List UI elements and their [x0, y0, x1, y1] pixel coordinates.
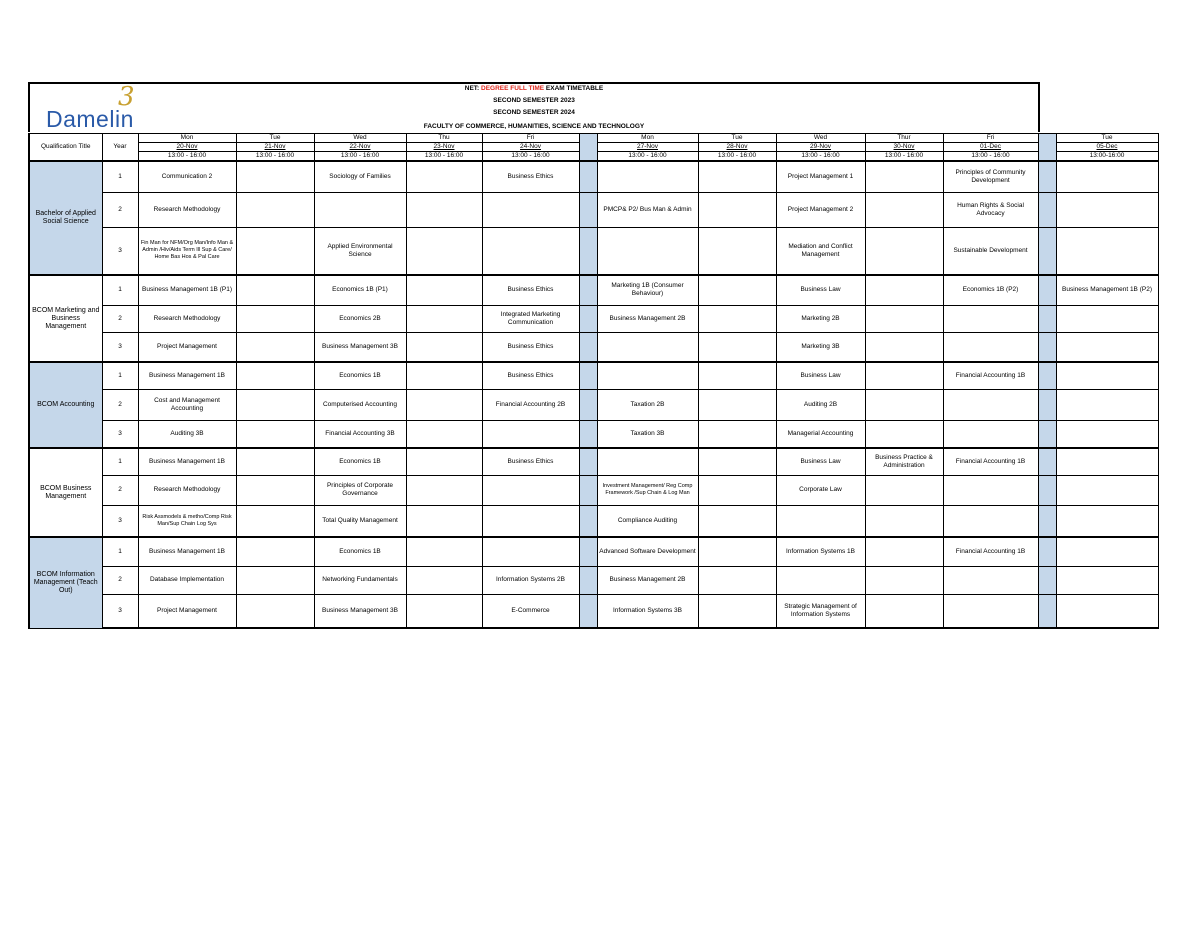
logo-wordmark: Damelin	[46, 106, 134, 132]
exam-cell	[406, 332, 482, 362]
separator-column	[1038, 566, 1056, 594]
exam-cell: Cost and Management Accounting	[138, 389, 236, 420]
exam-cell	[406, 305, 482, 332]
year-cell: 2	[102, 389, 138, 420]
separator-column	[579, 227, 597, 275]
exam-cell	[698, 505, 776, 537]
exam-cell	[865, 389, 943, 420]
exam-cell	[482, 475, 579, 505]
exam-cell: Economics 1B (P1)	[314, 275, 406, 305]
table-row	[29, 537, 1158, 566]
exam-cell	[865, 305, 943, 332]
exam-cell: Business Management 1B (P2)	[1056, 275, 1158, 305]
separator-column	[1038, 505, 1056, 537]
separator-column	[579, 362, 597, 389]
separator-column	[579, 161, 597, 192]
day-date: 27-Nov	[597, 143, 698, 152]
year-cell: 1	[102, 161, 138, 192]
exam-cell: Business Management 3B	[314, 332, 406, 362]
exam-cell	[314, 192, 406, 227]
exam-cell	[698, 362, 776, 389]
separator-column	[579, 305, 597, 332]
year-cell: 3	[102, 505, 138, 537]
separator-column	[579, 537, 597, 566]
exam-cell	[943, 505, 1038, 537]
exam-cell: Business Ethics	[482, 332, 579, 362]
exam-cell	[236, 594, 314, 628]
exam-cell: Business Ethics	[482, 362, 579, 389]
day-date: 05-Dec	[1056, 143, 1158, 152]
exam-cell	[776, 505, 865, 537]
exam-cell: Taxation 2B	[597, 389, 698, 420]
exam-time: 13:00 - 16:00	[482, 152, 579, 162]
qualification-title-header: Qualification Title	[29, 134, 102, 162]
year-cell: 2	[102, 305, 138, 332]
exam-cell	[236, 448, 314, 475]
exam-cell: Advanced Software Development	[597, 537, 698, 566]
table-row	[29, 566, 1158, 594]
exam-cell	[482, 192, 579, 227]
exam-cell	[865, 275, 943, 305]
exam-cell	[482, 227, 579, 275]
exam-cell: Project Management	[138, 594, 236, 628]
separator-column	[1038, 192, 1056, 227]
exam-time: 13:00 - 16:00	[406, 152, 482, 162]
exam-cell	[865, 420, 943, 448]
exam-cell: Project Management 2	[776, 192, 865, 227]
day-name: Mon	[597, 134, 698, 143]
exam-cell: Information Systems 1B	[776, 537, 865, 566]
exam-cell: Business Management 2B	[597, 305, 698, 332]
exam-cell: Research Methodology	[138, 305, 236, 332]
faculty-line: FACULTY OF COMMERCE, HUMANITIES, SCIENCE AND TECHNOLOGY	[423, 123, 645, 130]
day-date: 23-Nov	[406, 143, 482, 152]
exam-cell: Project Management	[138, 332, 236, 362]
table-row	[29, 362, 1158, 389]
exam-cell: Total Quality Management	[314, 505, 406, 537]
separator-column	[1038, 305, 1056, 332]
table-row	[29, 161, 1158, 192]
exam-cell	[865, 537, 943, 566]
exam-time: 13:00-16:00	[1056, 152, 1158, 162]
exam-cell	[236, 389, 314, 420]
exam-cell	[943, 594, 1038, 628]
exam-cell: Financial Accounting 2B	[482, 389, 579, 420]
separator-column	[579, 332, 597, 362]
exam-cell: Information Systems 2B	[482, 566, 579, 594]
exam-cell: PMCP& P2/ Bus Man & Admin	[597, 192, 698, 227]
exam-cell	[943, 566, 1038, 594]
exam-cell	[406, 566, 482, 594]
exam-cell	[406, 594, 482, 628]
exam-cell: Financial Accounting 3B	[314, 420, 406, 448]
exam-cell: Marketing 2B	[776, 305, 865, 332]
exam-cell	[698, 389, 776, 420]
separator-column	[1038, 448, 1056, 475]
exam-cell: Principles of Corporate Governance	[314, 475, 406, 505]
exam-cell	[1056, 594, 1158, 628]
exam-cell: Business Management 3B	[314, 594, 406, 628]
exam-cell	[406, 161, 482, 192]
separator-column	[1038, 275, 1056, 305]
exam-cell	[406, 448, 482, 475]
table-row	[29, 594, 1158, 628]
day-date: 22-Nov	[314, 143, 406, 152]
exam-cell	[236, 332, 314, 362]
table-row	[29, 505, 1158, 537]
exam-cell	[236, 475, 314, 505]
exam-cell: Compliance Auditing	[597, 505, 698, 537]
semester-line-2: SECOND SEMESTER 2024	[493, 109, 575, 116]
exam-cell	[406, 275, 482, 305]
exam-cell	[943, 305, 1038, 332]
day-date: 28-Nov	[698, 143, 776, 152]
exam-cell	[865, 566, 943, 594]
exam-cell	[406, 389, 482, 420]
day-date: 24-Nov	[482, 143, 579, 152]
exam-cell: Mediation and Conflict Management	[776, 227, 865, 275]
exam-time: 13:00 - 16:00	[776, 152, 865, 162]
exam-cell	[1056, 420, 1158, 448]
table-row	[29, 192, 1158, 227]
year-cell: 1	[102, 362, 138, 389]
qualification-title: BCOM Business Management	[29, 448, 102, 537]
separator-column	[579, 505, 597, 537]
exam-cell	[1056, 448, 1158, 475]
exam-cell: Corporate Law	[776, 475, 865, 505]
day-date: 21-Nov	[236, 143, 314, 152]
exam-cell	[865, 192, 943, 227]
separator-column	[1038, 420, 1056, 448]
exam-cell	[236, 566, 314, 594]
exam-cell: Business Law	[776, 362, 865, 389]
exam-cell	[698, 227, 776, 275]
exam-cell	[865, 475, 943, 505]
exam-cell	[698, 537, 776, 566]
day-name: Thu	[406, 134, 482, 143]
exam-cell	[236, 420, 314, 448]
exam-cell	[406, 537, 482, 566]
exam-cell	[865, 505, 943, 537]
exam-cell: Fin Man for NFM/Org Man/Info Man & Admin /Hiv/Aids Term Ill Sup & Care/ Home Bas Hos & Pal Care	[138, 227, 236, 275]
exam-cell	[865, 332, 943, 362]
exam-cell: Financial Accounting 1B	[943, 537, 1038, 566]
year-cell: 1	[102, 275, 138, 305]
exam-cell	[698, 594, 776, 628]
semester-line-1: SECOND SEMESTER 2023	[493, 97, 575, 104]
exam-cell	[698, 566, 776, 594]
exam-cell	[698, 332, 776, 362]
separator-column	[1038, 362, 1056, 389]
separator-column	[1038, 227, 1056, 275]
year-cell: 2	[102, 192, 138, 227]
exam-cell: Computerised Accounting	[314, 389, 406, 420]
exam-cell: Human Rights & Social Advocacy	[943, 192, 1038, 227]
exam-cell: Business Management 1B	[138, 362, 236, 389]
exam-cell: Business Law	[776, 275, 865, 305]
exam-cell	[236, 192, 314, 227]
year-cell: 3	[102, 332, 138, 362]
exam-cell	[236, 505, 314, 537]
exam-cell: Applied Environmental Science	[314, 227, 406, 275]
day-date: 01-Dec	[943, 143, 1038, 152]
exam-cell: Business Ethics	[482, 448, 579, 475]
exam-time: 13:00 - 16:00	[943, 152, 1038, 162]
exam-cell: Financial Accounting 1B	[943, 362, 1038, 389]
exam-cell	[698, 448, 776, 475]
exam-cell: Marketing 1B (Consumer Behaviour)	[597, 275, 698, 305]
separator-column	[1038, 537, 1056, 566]
exam-cell	[482, 420, 579, 448]
year-cell: 1	[102, 537, 138, 566]
exam-cell	[1056, 161, 1158, 192]
exam-cell	[597, 332, 698, 362]
exam-cell	[597, 227, 698, 275]
exam-cell	[236, 275, 314, 305]
exam-cell	[406, 227, 482, 275]
exam-cell: Business Law	[776, 448, 865, 475]
exam-cell: Economics 1B	[314, 448, 406, 475]
exam-cell	[406, 505, 482, 537]
exam-cell: Strategic Management of Information Systems	[776, 594, 865, 628]
exam-cell: Economics 1B	[314, 537, 406, 566]
exam-cell	[236, 305, 314, 332]
exam-cell: Marketing 3B	[776, 332, 865, 362]
exam-cell: Auditing 3B	[138, 420, 236, 448]
exam-cell	[1056, 332, 1158, 362]
exam-cell: Integrated Marketing Communication	[482, 305, 579, 332]
exam-cell	[1056, 475, 1158, 505]
exam-cell	[698, 192, 776, 227]
exam-cell: Economics 1B (P2)	[943, 275, 1038, 305]
separator-column	[579, 594, 597, 628]
exam-cell	[943, 389, 1038, 420]
table-row	[29, 332, 1158, 362]
exam-cell	[406, 362, 482, 389]
exam-cell: Research Methodology	[138, 192, 236, 227]
title-suffix: EXAM TIMETABLE	[544, 85, 604, 92]
separator-column	[579, 134, 597, 162]
day-date: 30-Nov	[865, 143, 943, 152]
separator-column	[579, 275, 597, 305]
exam-cell: Information Systems 3B	[597, 594, 698, 628]
exam-time: 13:00 - 16:00	[138, 152, 236, 162]
exam-cell	[1056, 389, 1158, 420]
exam-cell: Taxation 3B	[597, 420, 698, 448]
exam-cell	[1056, 227, 1158, 275]
year-cell: 1	[102, 448, 138, 475]
qualification-title: BCOM Information Management (Teach Out)	[29, 537, 102, 628]
exam-cell	[698, 305, 776, 332]
exam-time: 13:00 - 16:00	[865, 152, 943, 162]
exam-cell	[406, 475, 482, 505]
table-row	[29, 389, 1158, 420]
exam-cell: Communication 2	[138, 161, 236, 192]
exam-cell	[406, 192, 482, 227]
exam-cell: Sustainable Development	[943, 227, 1038, 275]
qualification-title: Bachelor of Applied Social Science	[29, 161, 102, 275]
year-cell: 3	[102, 594, 138, 628]
exam-cell: Business Ethics	[482, 161, 579, 192]
day-name: Tue	[236, 134, 314, 143]
exam-cell	[865, 161, 943, 192]
exam-time: 13:00 - 16:00	[698, 152, 776, 162]
separator-column	[1038, 594, 1056, 628]
exam-cell: Financial Accounting 1B	[943, 448, 1038, 475]
table-row	[29, 275, 1158, 305]
qualification-title: BCOM Accounting	[29, 362, 102, 448]
qualification-title: BCOM Marketing and Business Management	[29, 275, 102, 362]
exam-cell: Business Management 1B	[138, 537, 236, 566]
separator-column	[579, 566, 597, 594]
timetable-title	[28, 84, 1040, 93]
year-cell: 3	[102, 227, 138, 275]
exam-time: 13:00 - 16:00	[236, 152, 314, 162]
title-highlight: DEGREE FULL TIME	[481, 85, 545, 92]
exam-cell: Business Management 1B (P1)	[138, 275, 236, 305]
exam-cell	[597, 448, 698, 475]
day-name: Tue	[1056, 134, 1158, 143]
separator-column	[1038, 332, 1056, 362]
day-name: Wed	[314, 134, 406, 143]
separator-column	[1038, 134, 1056, 162]
exam-cell: Investment Management/ Reg Comp Framework /Sup Chain & Log Man	[597, 475, 698, 505]
separator-column	[579, 192, 597, 227]
exam-cell: Economics 2B	[314, 305, 406, 332]
exam-cell	[943, 332, 1038, 362]
exam-cell: Risk Assmodels & metho/Comp Risk Man/Sup Chain Log Sys	[138, 505, 236, 537]
exam-cell	[1056, 305, 1158, 332]
exam-cell: Auditing 2B	[776, 389, 865, 420]
exam-cell: Business Management 1B	[138, 448, 236, 475]
day-name: Fri	[943, 134, 1038, 143]
exam-cell	[1056, 537, 1158, 566]
exam-cell	[865, 362, 943, 389]
exam-cell	[236, 362, 314, 389]
day-date: 29-Nov	[776, 143, 865, 152]
exam-cell	[236, 537, 314, 566]
separator-column	[579, 475, 597, 505]
day-name: Mon	[138, 134, 236, 143]
exam-cell: Sociology of Families	[314, 161, 406, 192]
exam-cell: Networking Fundamentals	[314, 566, 406, 594]
exam-cell	[1056, 505, 1158, 537]
exam-cell	[236, 161, 314, 192]
exam-cell	[236, 227, 314, 275]
exam-cell	[1056, 566, 1158, 594]
exam-cell	[943, 420, 1038, 448]
exam-cell: Principles of Community Development	[943, 161, 1038, 192]
day-name: Fri	[482, 134, 579, 143]
table-row	[29, 305, 1158, 332]
title-prefix: NET:	[464, 85, 482, 92]
exam-cell: Business Management 2B	[597, 566, 698, 594]
exam-cell: Project Management 1	[776, 161, 865, 192]
year-cell: 2	[102, 475, 138, 505]
exam-cell	[776, 566, 865, 594]
exam-cell: Business Practice & Administration	[865, 448, 943, 475]
exam-time: 13:00 - 16:00	[314, 152, 406, 162]
table-row	[29, 475, 1158, 505]
exam-cell: Economics 1B	[314, 362, 406, 389]
separator-column	[1038, 389, 1056, 420]
exam-time: 13:00 - 16:00	[597, 152, 698, 162]
exam-cell	[865, 227, 943, 275]
exam-cell	[597, 362, 698, 389]
year-cell: 2	[102, 566, 138, 594]
separator-column	[579, 448, 597, 475]
table-row	[29, 448, 1158, 475]
table-row	[29, 227, 1158, 275]
day-name: Wed	[776, 134, 865, 143]
exam-cell: Database Implementation	[138, 566, 236, 594]
year-cell: 3	[102, 420, 138, 448]
day-name: Tue	[698, 134, 776, 143]
day-date: 20-Nov	[138, 143, 236, 152]
separator-column	[579, 420, 597, 448]
exam-cell	[698, 161, 776, 192]
exam-cell: Research Methodology	[138, 475, 236, 505]
table-row	[29, 420, 1158, 448]
exam-cell	[865, 594, 943, 628]
exam-cell	[406, 420, 482, 448]
timetable-grid	[28, 133, 1159, 629]
header-row-days	[29, 134, 1158, 143]
exam-cell	[482, 537, 579, 566]
year-header: Year	[102, 134, 138, 162]
exam-cell: Business Ethics	[482, 275, 579, 305]
exam-cell: Managerial Accounting	[776, 420, 865, 448]
exam-cell	[1056, 192, 1158, 227]
exam-cell	[943, 475, 1038, 505]
exam-cell	[597, 161, 698, 192]
logo-mark: 3	[118, 82, 135, 112]
exam-cell	[698, 275, 776, 305]
exam-cell: E-Commerce	[482, 594, 579, 628]
exam-cell	[1056, 362, 1158, 389]
separator-column	[1038, 161, 1056, 192]
exam-cell	[698, 475, 776, 505]
separator-column	[1038, 475, 1056, 505]
exam-cell	[698, 420, 776, 448]
separator-column	[579, 389, 597, 420]
exam-cell	[482, 505, 579, 537]
day-name: Thur	[865, 134, 943, 143]
